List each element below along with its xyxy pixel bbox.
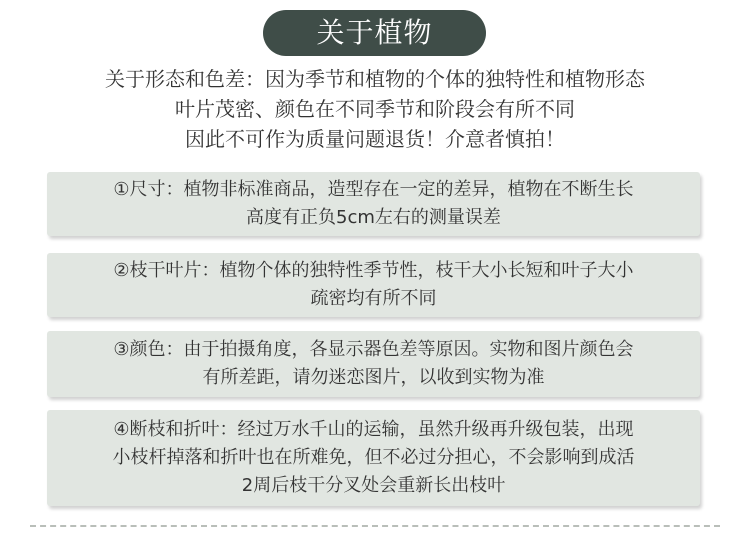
card-line: ①尺寸：植物非标准商品，造型存在一定的差异，植物在不断生长	[113, 179, 634, 200]
intro-line: 叶片茂密、颜色在不同季节和阶段会有所不同	[175, 97, 575, 121]
dashed-divider	[30, 525, 720, 527]
card-line: ②枝干叶片：植物个体的独特性季节性，枝干大小长短和叶子大小	[113, 260, 634, 281]
notice-card-size	[47, 172, 700, 236]
notice-card-color	[47, 331, 700, 397]
page-title: 关于植物	[263, 10, 486, 56]
intro-text	[20, 64, 730, 154]
card-line: ④断枝和折叶：经过万水千山的运输，虽然升级再升级包装，出现	[113, 419, 634, 440]
notice-card-broken-branches	[47, 410, 700, 506]
card-line: 高度有正负5cm左右的测量误差	[246, 207, 501, 228]
card-line: 2周后枝干分叉处会重新长出枝叶	[241, 475, 506, 496]
card-line: 疏密均有所不同	[310, 288, 437, 309]
card-line: 有所差距，请勿迷恋图片，以收到实物为准	[202, 367, 545, 388]
intro-line: 关于形态和色差：因为季节和植物的个体的独特性和植物形态	[105, 67, 645, 91]
notice-card-branches-leaves	[47, 253, 700, 317]
intro-line: 因此不可作为质量问题退货！介意者慎拍！	[185, 127, 565, 151]
card-line: 小枝杆掉落和折叶也在所难免，但不必过分担心，不会影响到成活	[112, 447, 635, 468]
card-line: ③颜色：由于拍摄角度，各显示器色差等原因。实物和图片颜色会	[113, 339, 634, 360]
